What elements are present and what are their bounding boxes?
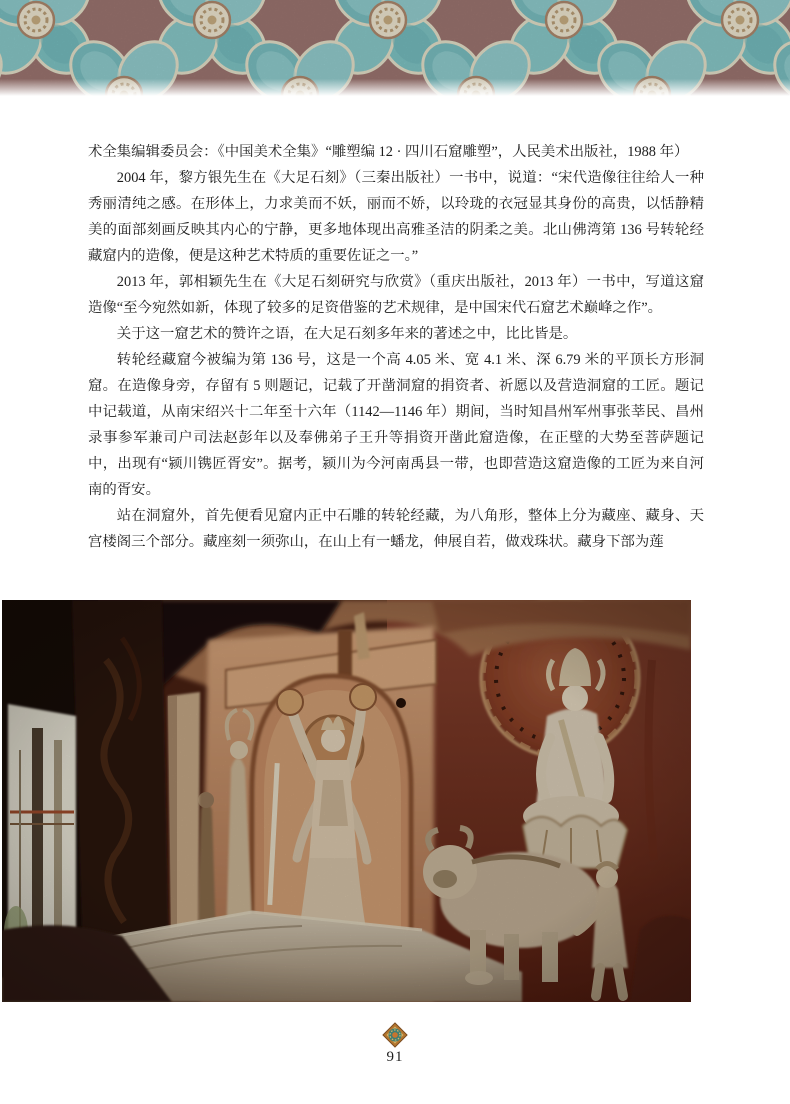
page-number: 91 <box>386 1049 404 1065</box>
paragraph: 2013 年，郭相颖先生在《大足石刻研究与欣赏》（重庆出版社，2013 年）一书中，写道这窟造像“至今宛然如新，体现了较多的足资借鉴的艺术规律，是中国宋代石窟艺术巅峰之作”。 <box>88 274 704 316</box>
paragraph: 2004 年，黎方银先生在《大足石刻》（三秦出版社）一书中，说道：“宋代造像往往给人一种秀丽清纯之感。在形体上，力求美而不妖，丽而不娇，以玲珑的衣冠显其身份的高贵，以恬静精美的面部刻画反映其内心的宁静，更多地体现出高雅圣洁的阴柔之美。北山佛湾第 136 号转轮经藏窟内的造像，便是这种艺术特质的重要佐证之一。” <box>88 170 704 264</box>
grotto-photo <box>2 600 691 1002</box>
paragraph: 转轮经藏窟今被编为第 136 号，这是一个高 4.05 米、宽 4.1 米、深 6.79 米的平顶长方形洞窟。在造像身旁，存留有 5 则题记，记载了开凿洞窟的捐资者、祈愿以及营造洞窟的工匠。题记中记载道，从南宋绍兴十二年至十六年（1142—1146 年）期间，当时知昌州军州事张莘民、昌州录事参军兼司户司法赵彭年以及奉佛弟子王升等捐资开凿此窟造像，在正壁的大势至菩萨题记中，出现有“颍川镌匠胥安”。据考，颍川为今河南禹县一带，也即营造这窟造像的工匠为来自河南的胥安。 <box>88 352 704 498</box>
paragraph: 术全集编辑委员会：《中国美术全集》“雕塑编 12 · 四川石窟雕塑”，人民美术出版社，1988 年） <box>88 144 689 160</box>
grotto-photo-art <box>2 600 691 1002</box>
paragraph: 关于这一窟艺术的赞许之语，在大足石刻多年来的著述之中，比比皆是。 <box>116 326 578 342</box>
ceiling-tile-pattern-art <box>0 0 790 96</box>
footer-ornament-icon <box>382 1022 408 1048</box>
decorative-header-band <box>0 0 790 96</box>
article-text <box>88 139 704 559</box>
paragraph: 站在洞窟外，首先便看见窟内正中石雕的转轮经藏，为八角形，整体上分为藏座、藏身、天宫楼阁三个部分。藏座刻一须弥山，在山上有一蟠龙，伸展自若，做戏珠状。藏身下部为莲 <box>88 508 704 550</box>
